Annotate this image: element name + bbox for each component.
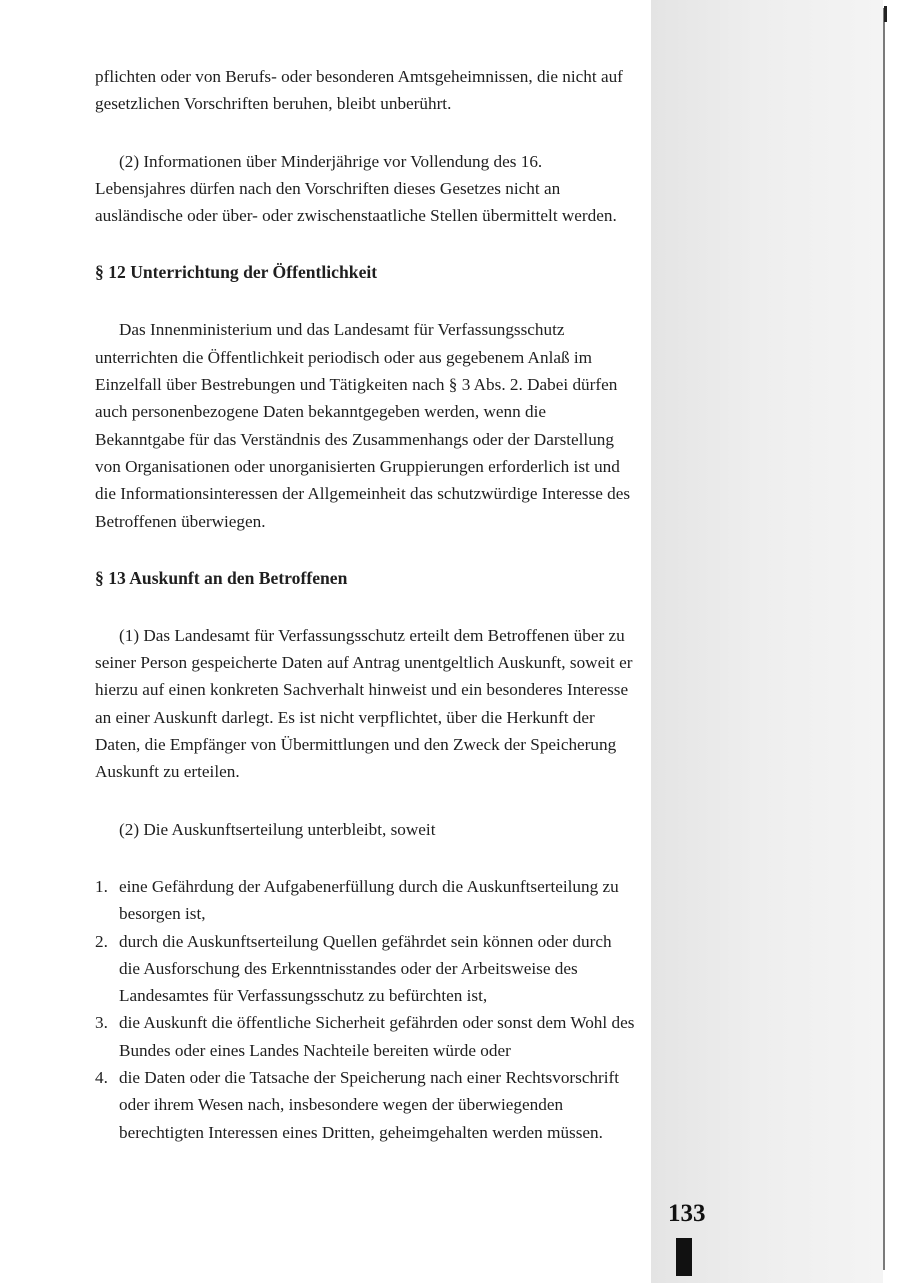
list-item-number: 4. [95, 1068, 108, 1088]
list-item [95, 928, 635, 1010]
paragraph-section-12: Das Innenministerium und das Landesamt für Verfassungsschutz unterrichten die Öffentlichkeit periodisch oder aus gegebenem Anlaß im Einzelfall über Bestrebungen und Tätigkeiten nach § 3 Abs. 2. Dabei dürfen auch personenbezogene Daten bekanntgegeben werden, wenn die Bekanntgabe für das Verständnis des Zusammenhangs oder der Darstellung von Organisationen oder unorganisierten Gruppierungen erforderlich ist und die Informationsinteressen der Allgemeinheit das schutzwürdige Interesse des Betroffenen überwiegen. [95, 320, 631, 531]
spacer [95, 843, 635, 873]
spacer [95, 229, 635, 259]
list-item-number: 1. [95, 876, 108, 896]
paragraph-section-13-1: (1) Das Landesamt für Verfassungsschutz erteilt dem Betroffenen über zu seiner Person gespeicherte Daten auf Antrag unentgeltlich Auskunft, soweit er hierzu auf einen konkreten Sachverhalt hinweist und ein besonderes Interesse an einer Auskunft darlegt. Es ist nicht verpflichtet, über die Herkunft der Daten, die Empfänger von Übermittlungen und den Zweck der Speicherung Auskunft zu erteilen. [95, 625, 633, 782]
list-item-number: 3. [95, 1013, 108, 1033]
list-item [95, 873, 635, 928]
page-edge-tick [884, 6, 887, 22]
spacer [95, 786, 635, 816]
paragraph-section-13-2: (2) Die Auskunftserteilung unterbleibt, soweit [119, 819, 436, 839]
list-item-text: die Auskunft die öffentliche Sicherheit gefährden oder sonst dem Wohl des Bundes oder eines Landes Nachteile bereiten würde oder [119, 1013, 635, 1060]
page-edge-line [883, 8, 885, 1270]
section-heading-12: § 12 Unterrichtung der Öffentlichkeit [95, 262, 378, 283]
paragraph-minors: (2) Informationen über Minderjährige vor Vollendung des 16. Lebensjahres dürfen nach den Vorschriften dieses Gesetzes nicht an ausländische oder über- oder zwischenstaatliche Stellen übermittelt werden. [95, 151, 617, 226]
page-marker-bar [676, 1238, 692, 1276]
list-item-text: eine Gefährdung der Aufgabenerfüllung durch die Auskunftserteilung zu besorgen ist, [119, 876, 619, 924]
paragraph-continuation: pflichten oder von Berufs- oder besonderen Amtsgeheimnissen, die nicht auf gesetzlichen Vorschriften beruhen, bleibt unberührt. [95, 67, 623, 114]
section-heading-13: § 13 Auskunft an den Betroffenen [95, 567, 348, 588]
list-item [95, 1064, 635, 1146]
list-item-number: 2. [95, 931, 108, 951]
spacer [95, 535, 635, 565]
page-margin-strip [651, 0, 883, 1283]
page-number: 133 [668, 1200, 706, 1227]
list-item-text: durch die Auskunftserteilung Quellen gefährdet sein können oder durch die Ausforschung des Erkenntnisstandes oder der Arbeitsweise des Landesamtes für Verfassungsschutz zu befürchten ist, [119, 931, 612, 1006]
spacer [95, 286, 635, 316]
list-item [95, 1009, 635, 1064]
spacer [95, 592, 635, 622]
spacer [95, 118, 635, 148]
page-content [95, 63, 635, 1146]
exceptions-list [95, 873, 635, 1146]
list-item-text: die Daten oder die Tatsache der Speicherung nach einer Rechtsvorschrift oder ihrem Wesen nach, insbesondere wegen der überwiegenden berechtigten Interessen eines Dritten, geheimgehalten werden müssen. [119, 1068, 620, 1142]
